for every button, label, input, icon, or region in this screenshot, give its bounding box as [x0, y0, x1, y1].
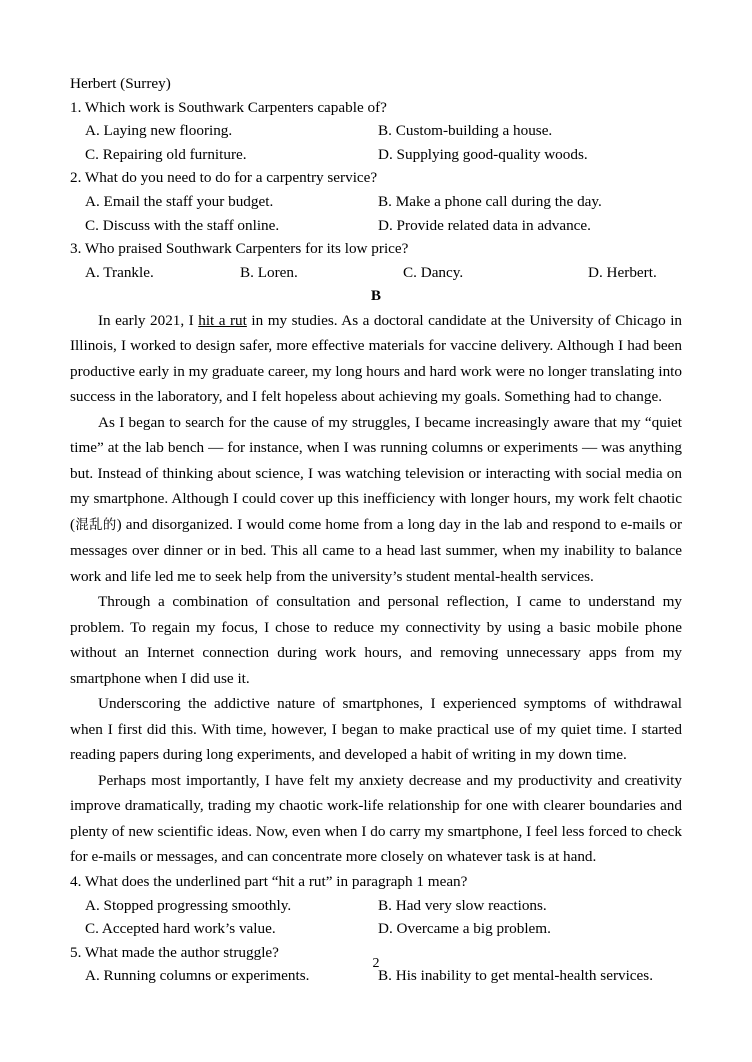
question-2-options-row-1 [70, 190, 682, 214]
question-4-option-a[interactable]: A. Stopped progressing smoothly. [85, 896, 292, 914]
passage-paragraph-2 [70, 410, 682, 590]
paragraph-2-text-part-2: ) and disorganized. I would come home from a long day in the lab and respond to e-mails or messages over dinner or in bed. This all came to a head last summer, when my inability to balance work and life led me to seek help from the university’s student mental-health services. [70, 515, 683, 585]
page-content [70, 72, 682, 988]
chinese-gloss-hunluande: 混乱的 [75, 517, 117, 533]
paragraph-1-text-after: in my studies. As a doctoral candidate at the University of Chicago in Illinois, I worked to design safer, more effective materials for vaccine delivery. Although I had been productive early in my graduate career, my long hours and hard work were no longer translating into success in the laboratory, and I felt hopeless about achieving my goals. Something had to change. [70, 311, 683, 406]
question-1-option-c[interactable]: C. Repairing old furniture. [85, 145, 247, 163]
header-line: Herbert (Surrey) [70, 75, 171, 92]
passage-paragraph-4: Underscoring the addictive nature of smartphones, I experienced symptoms of withdrawal when I first did this. With time, however, I began to make practical use of my quiet time. I started reading papers during long experiments, and developed a habit of writing in my down time. [70, 695, 682, 764]
question-3-prompt: 3. Who praised Southwark Carpenters for its low price? [70, 240, 409, 258]
passage-paragraph-5: Perhaps most importantly, I have felt my anxiety decrease and my productivity and creativity improve dramatically, trading my chaotic work-life relationship for one with clearer boundaries and plenty of new scientific ideas. Now, even when I do carry my smartphone, I feel less forced to check for e-mails or messages, and can concentrate more closely on whatever task is at hand. [70, 771, 682, 866]
question-1-option-d[interactable]: D. Supplying good-quality woods. [378, 145, 588, 163]
paragraph-1-text-before: In early 2021, I [98, 311, 199, 329]
question-1-prompt: 1. Which work is Southwark Carpenters capable of? [70, 98, 387, 116]
question-2-option-c[interactable]: C. Discuss with the staff online. [85, 216, 280, 234]
question-1-options-row-2 [70, 143, 682, 167]
paragraph-2-text-part-1: As I began to search for the cause of my struggles, I became increasingly aware that my “quiet time” at the lab bench — for instance, when I was running columns or experiments — was anything but. Instead of thinking about science, I was watching television or interacting with social media on my smartphone. Although I could cover up this inefficiency with longer hours, my work felt chaotic ( [70, 413, 682, 533]
question-2-option-d[interactable]: D. Provide related data in advance. [378, 216, 591, 234]
question-3-option-b[interactable]: B. Loren. [240, 263, 298, 281]
passage-paragraph-3: Through a combination of consultation and personal reflection, I came to understand my problem. To regain my focus, I chose to reduce my connectivity by using a basic mobile phone without an Internet connection during work hours, and removing unnecessary apps from my smartphone when I did use it. [70, 593, 682, 687]
question-5-option-a[interactable]: A. Running columns or experiments. [85, 967, 310, 985]
underlined-phrase-hit-a-rut: hit a rut [198, 311, 247, 329]
question-3-option-c[interactable]: C. Dancy. [403, 263, 464, 281]
question-4-options-row-1 [70, 894, 682, 918]
section-letter-b: B [370, 287, 382, 305]
question-2-option-b[interactable]: B. Make a phone call during the day. [378, 192, 602, 210]
question-3-options-row [70, 261, 682, 285]
question-2-prompt: 2. What do you need to do for a carpentry service? [70, 169, 378, 187]
question-4-option-d[interactable]: D. Overcame a big problem. [378, 920, 551, 938]
page-number: 2 [372, 956, 380, 971]
question-1-option-a[interactable]: A. Laying new flooring. [85, 122, 233, 140]
question-2-options-row-2 [70, 214, 682, 238]
question-4-options-row-2 [70, 917, 682, 941]
question-1-option-b[interactable]: B. Custom-building a house. [378, 122, 553, 140]
question-5-option-b[interactable]: B. His inability to get mental-health services. [378, 967, 653, 985]
question-5-prompt: 5. What made the author struggle? [70, 943, 279, 961]
question-4-option-b[interactable]: B. Had very slow reactions. [378, 896, 547, 914]
question-4-prompt: 4. What does the underlined part “hit a rut” in paragraph 1 mean? [70, 872, 468, 890]
question-1-options-row-1 [70, 119, 682, 143]
question-4-option-c[interactable]: C. Accepted hard work’s value. [85, 920, 276, 938]
passage-paragraph-1 [70, 308, 682, 410]
question-2-option-a[interactable]: A. Email the staff your budget. [85, 192, 274, 210]
question-3-option-d[interactable]: D. Herbert. [588, 263, 657, 281]
question-3-option-a[interactable]: A. Trankle. [85, 263, 154, 281]
